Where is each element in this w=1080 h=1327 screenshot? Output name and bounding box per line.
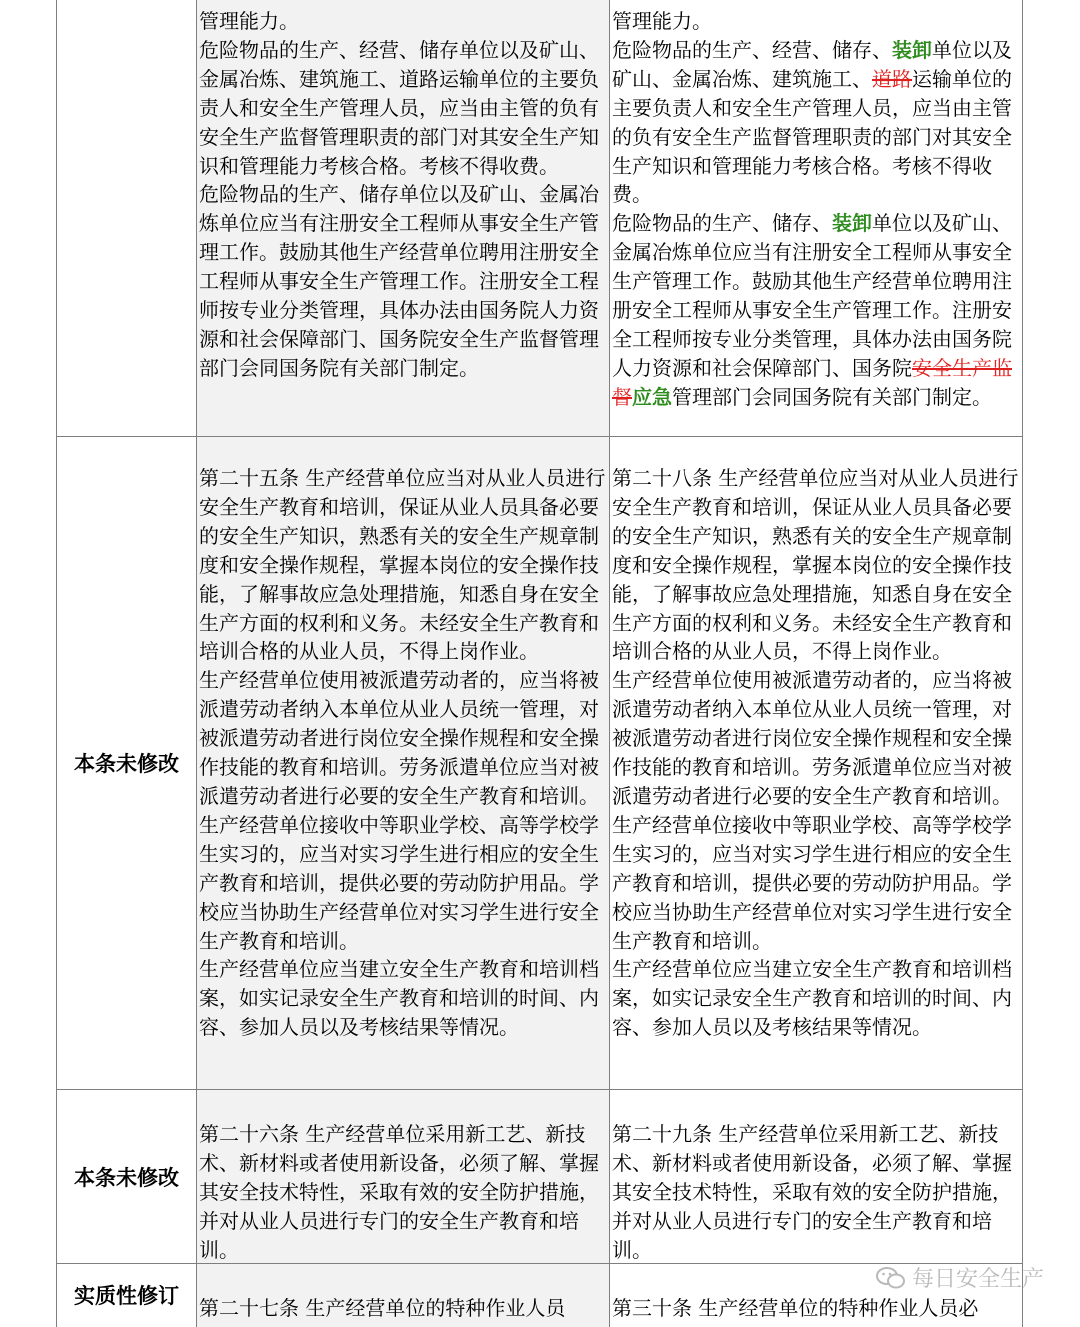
row-label: 实质性修订 <box>74 1284 179 1308</box>
wechat-icon <box>876 1266 906 1290</box>
new-paragraph: 第二十八条 生产经营单位应当对从业人员进行安全生产教育和培训，保证从业人员具备必要的安全生产知识，熟悉有关的安全生产规章制度和安全操作规程，掌握本岗位的安全操作技能，了解事故应急处理措施，知悉自身在安全生产方面的权利和义务。未经安全生产教育和培训合格的从业人员，不得上岗作业。 <box>612 466 1019 664</box>
row-label <box>57 0 196 436</box>
old-text-cell <box>197 1264 609 1327</box>
inserted-text: 应急 <box>632 384 672 409</box>
new-paragraph: 第三十条 生产经营单位的特种作业人员必 <box>612 1296 979 1320</box>
row-label: 本条未修改 <box>74 752 179 776</box>
new-paragraph: 管理能力。 <box>612 9 712 33</box>
new-text-cell <box>610 1090 1022 1263</box>
deleted-text: 道路 <box>872 66 912 91</box>
new-text-cell <box>610 437 1022 1089</box>
old-paragraph: 生产经营单位接收中等职业学校、高等学校学生实习的，应当对实习学生进行相应的安全生产教育和培训，提供必要的劳动防护用品。学校应当协助生产经营单位对实习学生进行安全生产教育和培训。 <box>199 812 599 953</box>
deleted-text: 安全生产监督 <box>612 355 1012 409</box>
row-label: 本条未修改 <box>74 1165 179 1190</box>
inserted-text: 装卸 <box>892 37 932 62</box>
new-paragraph: 第二十九条 生产经营单位采用新工艺、新技术、新材料或者使用新设备，必须了解、掌握其安全技术特性，采取有效的安全防护措施，并对从业人员进行专门的安全生产教育和培训。 <box>612 1122 1012 1262</box>
grid-line <box>56 1089 1023 1090</box>
old-paragraph: 生产经营单位应当建立安全生产教育和培训档案，如实记录安全生产教育和培训的时间、内容、参加人员以及考核结果等情况。 <box>199 957 599 1040</box>
grid-line <box>609 0 610 1327</box>
old-paragraph: 生产经营单位使用被派遣劳动者的，应当将被派遣劳动者纳入本单位从业人员统一管理，对被派遣劳动者进行岗位安全操作规程和安全操作技能的教育和培训。劳务派遣单位应当对被派遣劳动者进行必要的安全生产教育和培训。 <box>199 668 599 808</box>
old-text-cell <box>197 437 609 1089</box>
inserted-text: 装卸 <box>832 211 872 236</box>
grid-line <box>1022 0 1023 1327</box>
new-paragraph: 生产经营单位使用被派遣劳动者的，应当将被派遣劳动者纳入本单位从业人员统一管理，对被派遣劳动者进行岗位安全操作规程和安全操作技能的教育和培训。劳务派遣单位应当对被派遣劳动者进行必要的安全生产教育和培训。 <box>612 668 1012 808</box>
grid-line <box>56 0 57 1327</box>
old-paragraph: 第二十七条 生产经营单位的特种作业人员 <box>199 1296 566 1320</box>
old-paragraph: 管理能力。 <box>199 9 299 33</box>
new-paragraph: 危险物品的生产、经营、储存、装卸单位以及矿山、金属冶炼、建筑施工、道路运输单位的主要负责人和安全生产管理人员，应当由主管的负有安全生产监督管理职责的部门对其安全生产知识和管理能力考核合格。考核不得收费。 <box>612 37 1012 207</box>
grid-line <box>196 0 197 1327</box>
new-text-cell <box>610 0 1022 436</box>
old-text-cell <box>197 0 609 436</box>
old-paragraph: 第二十六条 生产经营单位采用新工艺、新技术、新材料或者使用新设备，必须了解、掌握其安全技术特性，采取有效的安全防护措施，并对从业人员进行专门的安全生产教育和培训。 <box>199 1122 599 1262</box>
old-paragraph: 第二十五条 生产经营单位应当对从业人员进行安全生产教育和培训，保证从业人员具备必要的安全生产知识，熟悉有关的安全生产规章制度和安全操作规程，掌握本岗位的安全操作技能，了解事故应急处理措施，知悉自身在安全生产方面的权利和义务。未经安全生产教育和培训合格的从业人员，不得上岗作业。 <box>199 466 606 664</box>
old-paragraph: 危险物品的生产、经营、储存单位以及矿山、金属冶炼、建筑施工、道路运输单位的主要负责人和安全生产管理人员，应当由主管的负有安全生产监督管理职责的部门对其安全生产知识和管理能力考核合格。考核不得收费。 <box>199 37 599 178</box>
new-paragraph: 危险物品的生产、储存、装卸单位以及矿山、金属冶炼单位应当有注册安全工程师从事安全生产管理工作。鼓励其他生产经营单位聘用注册安全工程师从事安全生产管理工作。注册安全工程师按专业分类管理，具体办法由国务院人力资源和社会保障部门、国务院安全生产监督应急管理部门会同国务院有关部门制定。 <box>612 211 1012 409</box>
watermark-text: 每日安全生产 <box>911 1267 1044 1292</box>
new-paragraph: 生产经营单位接收中等职业学校、高等学校学生实习的，应当对实习学生进行相应的安全生产教育和培训，提供必要的劳动防护用品。学校应当协助生产经营单位对实习学生进行安全生产教育和培训。 <box>612 812 1012 953</box>
old-text-cell <box>197 1090 609 1263</box>
new-paragraph: 生产经营单位应当建立安全生产教育和培训档案，如实记录安全生产教育和培训的时间、内容、参加人员以及考核结果等情况。 <box>612 957 1012 1040</box>
old-paragraph: 危险物品的生产、储存单位以及矿山、金属冶炼单位应当有注册安全工程师从事安全生产管理工作。鼓励其他生产经营单位聘用注册安全工程师从事安全生产管理工作。注册安全工程师按专业分类管理，具体办法由国务院人力资源和社会保障部门、国务院安全生产监督管理部门会同国务院有关部门制定。 <box>199 182 599 380</box>
watermark <box>876 1262 1044 1293</box>
grid-line <box>56 436 1023 437</box>
